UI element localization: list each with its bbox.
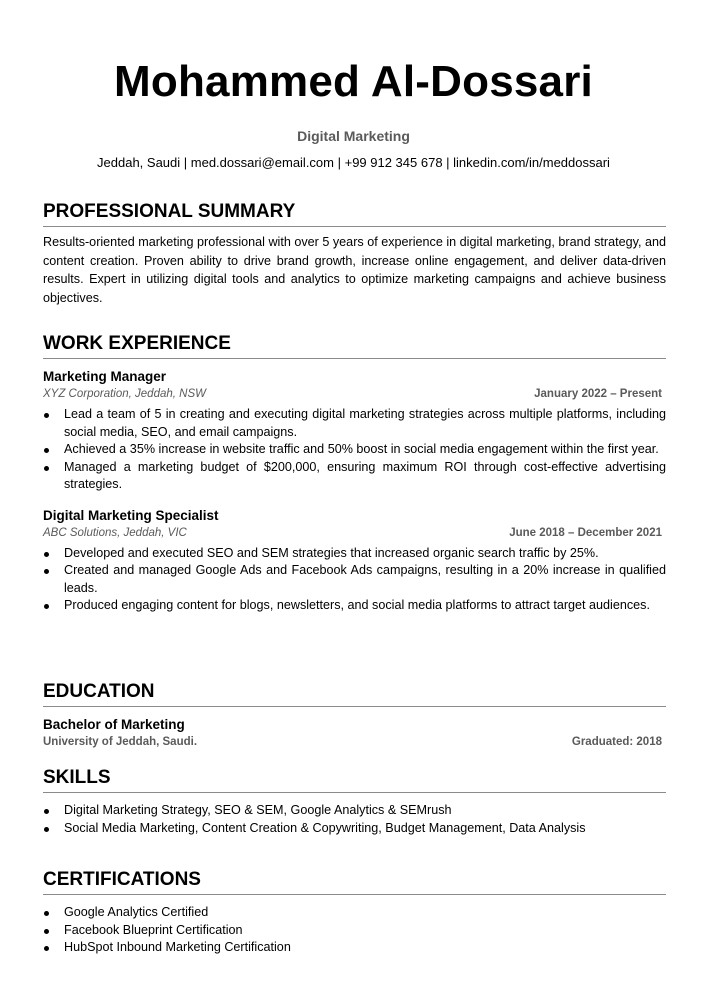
degree-title: Bachelor of Marketing bbox=[43, 717, 185, 732]
education-meta bbox=[43, 734, 666, 750]
job-organization: XYZ Corporation, Jeddah, NSW bbox=[43, 388, 206, 400]
summary-text: Results-oriented marketing professional with over 5 years of experience in digital marketing, brand strategy, and content creation. Proven ability to drive brand growth, increase online engagement, and deliver data-driven results. Expert in utilizing digital tools and analytics to optimize marketing campaigns and achieve business objectives. bbox=[43, 235, 666, 305]
skills-list bbox=[43, 802, 666, 837]
list-item bbox=[43, 459, 666, 494]
bullet-text: Lead a team of 5 in creating and executing digital marketing strategies across multiple platforms, including social media, SEO, and email campaigns. bbox=[64, 407, 666, 439]
job-bullets bbox=[43, 545, 666, 615]
bullet-text: Achieved a 35% increase in website traffic and 50% boost in social media engagement within the first year. bbox=[64, 442, 659, 456]
bullet-icon bbox=[44, 413, 49, 418]
skills-heading: SKILLS bbox=[43, 766, 666, 793]
certifications-heading: CERTIFICATIONS bbox=[43, 868, 666, 895]
skill-text: Social Media Marketing, Content Creation & Copywriting, Budget Management, Data Analysis bbox=[64, 820, 586, 835]
school-name: University of Jeddah, Saudi. bbox=[43, 736, 198, 748]
bullet-icon bbox=[44, 448, 49, 453]
list-item bbox=[43, 922, 666, 940]
bullet-text: Created and managed Google Ads and Facebook Ads campaigns, resulting in a 20% increase in qualified leads. bbox=[64, 563, 666, 595]
certifications-section bbox=[43, 868, 666, 957]
skills-section bbox=[43, 766, 666, 837]
job-organization: ABC Solutions, Jeddah, VIC bbox=[43, 526, 187, 539]
job-entry bbox=[43, 368, 666, 494]
bullet-icon bbox=[44, 946, 49, 951]
job-role-subtitle: Digital Marketing bbox=[297, 128, 410, 144]
job-dates: January 2022 – Present bbox=[534, 388, 662, 400]
bullet-icon bbox=[44, 911, 49, 916]
list-item bbox=[43, 562, 666, 597]
list-item bbox=[43, 802, 666, 820]
list-item bbox=[43, 441, 666, 459]
list-item bbox=[43, 939, 666, 957]
job-title: Digital Marketing Specialist bbox=[43, 507, 219, 523]
certification-text: Facebook Blueprint Certification bbox=[64, 922, 243, 937]
bullet-text: Produced engaging content for blogs, newsletters, and social media platforms to attract target audiences. bbox=[64, 598, 650, 612]
summary-heading: PROFESSIONAL SUMMARY bbox=[43, 200, 666, 227]
bullet-icon bbox=[44, 604, 49, 609]
certification-text: Google Analytics Certified bbox=[64, 905, 209, 919]
bullet-icon bbox=[44, 809, 49, 814]
bullet-icon bbox=[44, 827, 49, 832]
job-meta bbox=[43, 386, 666, 402]
candidate-name: Mohammed Al-Dossari bbox=[114, 57, 593, 106]
contact-line: Jeddah, Saudi | med.dossari@email.com | +99 912 345 678 | linkedin.com/in/meddossari bbox=[97, 155, 610, 170]
experience-heading: WORK EXPERIENCE bbox=[43, 332, 666, 359]
bullet-icon bbox=[44, 466, 49, 471]
education-section bbox=[43, 680, 666, 750]
bullet-icon bbox=[44, 929, 49, 934]
certification-text: HubSpot Inbound Marketing Certification bbox=[64, 940, 291, 954]
bullet-text: Developed and executed SEO and SEM strategies that increased organic search traffic by 25%. bbox=[64, 545, 599, 560]
list-item bbox=[43, 820, 666, 838]
list-item bbox=[43, 406, 666, 441]
summary-section bbox=[43, 200, 666, 307]
experience-section bbox=[43, 332, 666, 615]
job-dates: June 2018 – December 2021 bbox=[509, 526, 662, 539]
graduation-date: Graduated: 2018 bbox=[571, 736, 662, 748]
list-item bbox=[43, 904, 666, 922]
education-heading: EDUCATION bbox=[43, 680, 666, 707]
job-title: Marketing Manager bbox=[43, 369, 167, 384]
bullet-text: Managed a marketing budget of $200,000, ensuring maximum ROI through cost-effective advertising strategies. bbox=[64, 459, 666, 491]
job-bullets bbox=[43, 406, 666, 494]
job-entry bbox=[43, 507, 666, 615]
bullet-icon bbox=[44, 552, 49, 557]
job-meta bbox=[43, 525, 666, 541]
certifications-list bbox=[43, 904, 666, 957]
list-item bbox=[43, 597, 666, 615]
bullet-icon bbox=[44, 569, 49, 574]
list-item bbox=[43, 545, 666, 563]
skill-text: Digital Marketing Strategy, SEO & SEM, Google Analytics & SEMrush bbox=[64, 803, 452, 817]
